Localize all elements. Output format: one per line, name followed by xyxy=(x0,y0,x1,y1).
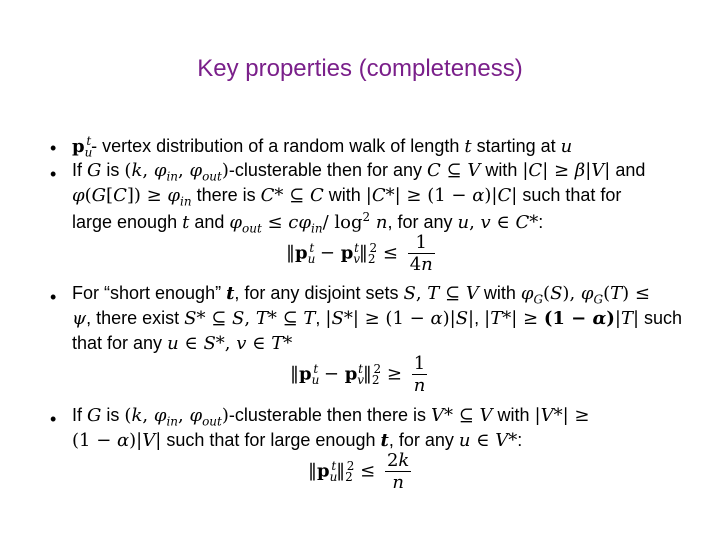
bullet-4-line-1: If G is (k, $\varphi_{in}$, $\varphi_{out}$)-clusterable then there is V* ⊆ V with |V*| ≥ xyxy=(72,405,590,429)
bullet-2-line-2: $\varphi(G[C]) \ge \varphi_{in}$ there is C* ⊆ C with |C*| ≥ (1 − α)|C| such that for xyxy=(72,185,622,209)
bullet-marker: • xyxy=(50,164,57,184)
bullet-marker: • xyxy=(50,138,57,158)
bullet-4-line-2: (1 − α)|V| such that for large enough t, for any u ∈ V*: xyxy=(72,430,523,451)
bullet-3-line-2: ψ, there exist S* ⊆ S, T* ⊆ T, |S*| ≥ (1 − α)|S|, |T*| ≥ (1 − α)|T| such xyxy=(72,308,683,329)
bullet-3-line-3: that for any u ∈ S*, v ∈ T* xyxy=(72,333,293,354)
bullet-2-line-1: If G is (k, $\varphi_{in}$, $\varphi_{out}$)-clusterable then for any C ⊆ V with |C| ≥ β|V| and xyxy=(72,160,646,184)
bullet-1-line-1: $p_u^t-$ vertex distribution of a random walk of length t starting at u xyxy=(72,134,573,160)
bullet-2-equation: $‖p_u^t$ − $p_v^t‖_2^2$ ≤ $\frac{1}{4n}$ xyxy=(286,232,433,275)
bullet-marker: • xyxy=(50,409,57,429)
bullet-marker: • xyxy=(50,287,57,307)
slide-title: Key properties (completeness) xyxy=(197,55,523,82)
bullet-4-equation: $‖p_u^t‖_2^2$ ≤ $\frac{2k}{n}$ xyxy=(308,450,410,493)
bullet-3-line-1: For “short enough” t, for any disjoint sets S, T ⊆ V with $\varphi_G(S)$, $\varphi_G(T)$ ≤ xyxy=(72,283,650,307)
bullet-3-equation: $‖p_u^t$ − $p_v^t‖_2^2$ ≥ $\frac{1}{n}$ xyxy=(290,353,426,396)
bullet-2-line-3: large enough t and $\varphi_{out} \le c\varphi_{in}/$ $\log^2 n$, for any u, v ∈ C*: xyxy=(72,210,544,236)
